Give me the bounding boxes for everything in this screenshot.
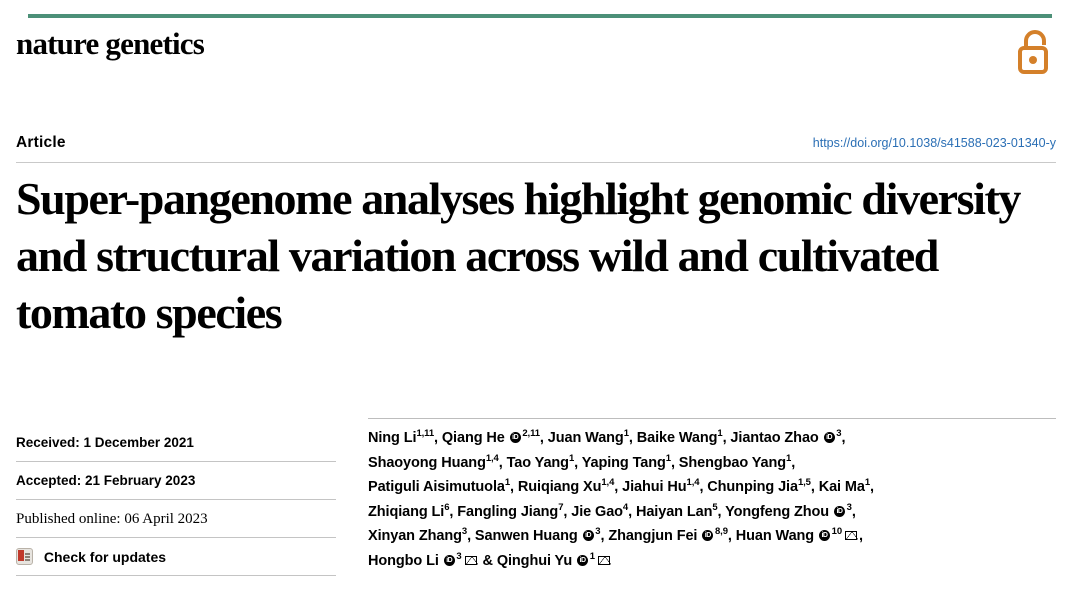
received-date [16, 424, 336, 462]
accepted-date-text: Accepted: 21 February 2023 [16, 473, 196, 488]
orcid-icon[interactable] [819, 530, 830, 541]
orcid-icon[interactable] [583, 530, 594, 541]
author-line: Zhiqiang Li$^6$, Fangling Jiang$^7$, Jie Gao$^4$, Haiyan Lan$^5$, Yongfeng Zhou iD $^3$, [368, 504, 856, 520]
journal-name: nature genetics [16, 26, 205, 61]
journal-masthead [16, 26, 1064, 78]
crossmark-icon [16, 548, 33, 565]
author-line: Xinyan Zhang$^3$, Sanwen Huang iD $^3$, Zhangjun Fei iD $^{8,9}$, Huan Wang iD $^{10}$ , [368, 528, 863, 544]
email-icon[interactable] [598, 556, 610, 565]
author-line: Ning Li$^{1,11}$, Qiang He iD $^{2,11}$, Juan Wang$^1$, Baike Wang$^1$, Jiantao Zhao iD $^3$, [368, 430, 845, 446]
orcid-icon[interactable] [702, 530, 713, 541]
author-line: Hongbo Li iD $^3$ & Qinghui Yu iD $^1$ [368, 553, 612, 569]
publication-dates-column [16, 424, 336, 576]
orcid-icon[interactable] [444, 555, 455, 566]
authors-divider [368, 418, 1056, 419]
email-icon[interactable] [845, 531, 857, 540]
author-line: Patiguli Aisimutuola$^1$, Ruiqiang Xu$^{1,4}$, Jiahui Hu$^{1,4}$, Chunping Jia$^{1,5}$, Kai Ma$^1$, [368, 477, 874, 496]
check-for-updates-label: Check for updates [43, 549, 167, 565]
divider [16, 575, 336, 576]
received-date-text: Received: 1 December 2021 [16, 435, 194, 450]
top-accent-rule [28, 14, 1052, 18]
orcid-icon[interactable] [834, 506, 845, 517]
header-divider [16, 162, 1056, 163]
email-icon[interactable] [465, 556, 477, 565]
doi-link[interactable]: https://doi.org/10.1038/s41588-023-01340-y [812, 136, 1056, 150]
published-date-text: Published online: 06 April 2023 [16, 511, 208, 527]
accepted-date [16, 462, 336, 500]
page-title: Super-pangenome analyses highlight genomic diversity and structural variation across wild and cultivated tomato species [16, 173, 1021, 338]
check-for-updates-button[interactable] [16, 538, 336, 576]
article-type-row [16, 134, 1056, 158]
orcid-icon[interactable] [510, 432, 521, 443]
author-line: Shaoyong Huang$^{1,4}$, Tao Yang$^1$, Yaping Tang$^1$, Shengbao Yang$^1$, [368, 452, 796, 471]
orcid-icon[interactable] [824, 432, 835, 443]
author-list [368, 426, 1058, 574]
article-type-label: Article [16, 134, 66, 151]
published-date [16, 500, 336, 538]
orcid-icon[interactable] [577, 555, 588, 566]
open-access-lock-icon [1016, 28, 1054, 76]
